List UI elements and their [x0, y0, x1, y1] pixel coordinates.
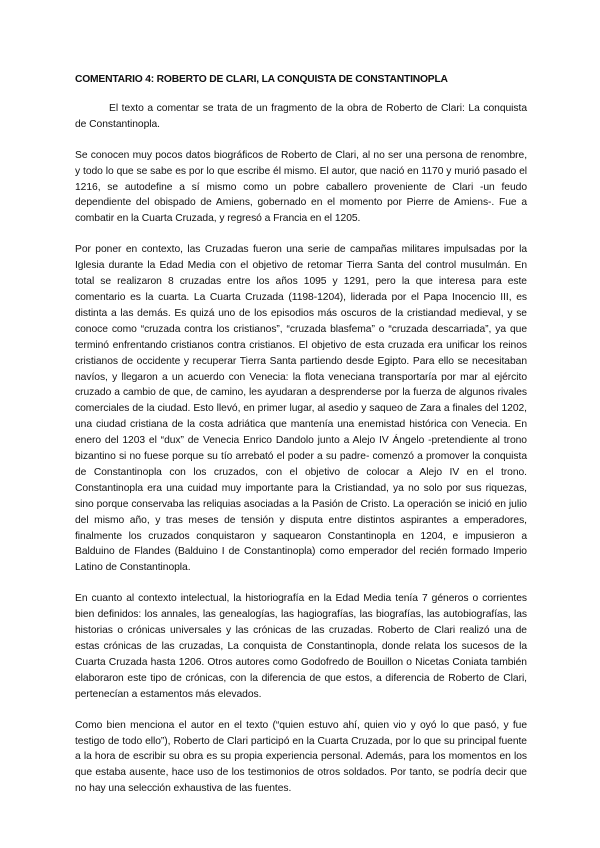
- document-body: [75, 72, 527, 812]
- paragraph-biography: Se conocen muy pocos datos biográficos de Roberto de Clari, al no ser una persona de renombre, y todo lo que se sabe es por lo que escribe él mismo. El autor, que nació en 1170 y murió pasado el 1216, se autodefine a sí mismo como un pobre caballero proveniente de Clari -un feudo dependiente del obispado de Amiens, gobernado en el momento por Pierre de Amiens-. Fue a combatir en la Cuarta Cruzada, y regresó a Francia en el 1205.: [75, 149, 527, 225]
- paragraph-sources: Como bien menciona el autor en el texto (“quien estuvo ahí, quien vio y oyó lo que pasó, y fue testigo de todo ello”), Roberto de Clari participó en la Cuarta Cruzada, por lo que su principal fuente a la hora de escribir su obra es su propia experiencia personal. Además, para los momentos en los que estaba ausente, hace uso de los testimonios de otros soldados. Por tanto, se podría decir que no hay una selección exhaustiva de las fuentes.: [75, 719, 527, 795]
- document-title: COMENTARIO 4: ROBERTO DE CLARI, LA CONQUISTA DE CONSTANTINOPLA: [75, 74, 448, 85]
- paragraph-intro: El texto a comentar se trata de un fragmento de la obra de Roberto de Clari: La conquista de Constantinopla.: [75, 102, 527, 130]
- paragraph-historical-context: Por poner en contexto, las Cruzadas fueron una serie de campañas militares impulsadas por la Iglesia durante la Edad Media con el objetivo de retomar Tierra Santa del control musulmán. En total se realizaron 8 cruzadas entre los años 1095 y 1291, pero la que interesa para este comentario es la cuarta. La Cuarta Cruzada (1198-1204), liderada por el Papa Inocencio III, es distinta a las demás. Es quizá uno de los episodios más oscuros de la cristiandad medieval, y se conoce como “cruzada contra los cristianos”, “cruzada blasfema” o “cruzada descarriada”, ya que terminó enfrentando cristianos contra cristianos. El objetivo de esta cruzada era unificar los reinos cristianos de occidente y recuperar Tierra Santa partiendo desde Egipto. Para ello se necesitaban navíos, y llegaron a un acuerdo con Venecia: la flota veneciana transportaría por mar al ejército cruzado a cambio de que, de camino, les ayudaran a desprenderse por la fuerza de algunos rivales comerciales de la ciudad. Esto llevó, en primer lugar, al asedio y saqueo de Zara a finales del 1202, una ciudad cristiana de la costa adriática que mantenía una enemistad histórica con Venecia. En enero del 1203 el “dux” de Venecia Enrico Dandolo junto a Alejo IV Ángelo -pretendiente al trono bizantino si no fuese porque su tío arrebató el poder a su padre- comenzó a promover la conquista de Constantinopla con los cruzados, con el objetivo de colocar a Alejo IV en el trono. Constantinopla era una cuidad muy importante para la Cristiandad, ya no solo por sus riquezas, sino porque conservaba las reliquias asociadas a la Pasión de Cristo. La operación se inició en julio del mismo año, y tras meses de tensión y disputa entre distintos aspirantes a emperadores, finalmente los cruzados conquistaron y saquearon Constantinopla en 1204, e impusieron a Balduino de Flandes (Balduino I de Constantinopla) como emperador del recién formado Imperio Latino de Constantinopla.: [75, 244, 527, 574]
- paragraph-intellectual-context: En cuanto al contexto intelectual, la historiografía en la Edad Media tenía 7 géneros o corrientes bien definidos: los annales, las genealogías, las hagiografías, las biografías, las autobiografías, las historias o crónicas universales y las crónicas de las cruzadas. Roberto de Clari realizó una de estas crónicas de las cruzadas, La conquista de Constantinopla, donde relata los sucesos de la Cuarta Cruzada hasta 1206. Otros autores como Godofredo de Bouillon o Nicetas Coniata también elaboraron este tipo de crónicas, con la diferencia de que estos, a diferencia de Roberto de Clari, pertenecían a estamentos más elevados.: [75, 593, 527, 700]
